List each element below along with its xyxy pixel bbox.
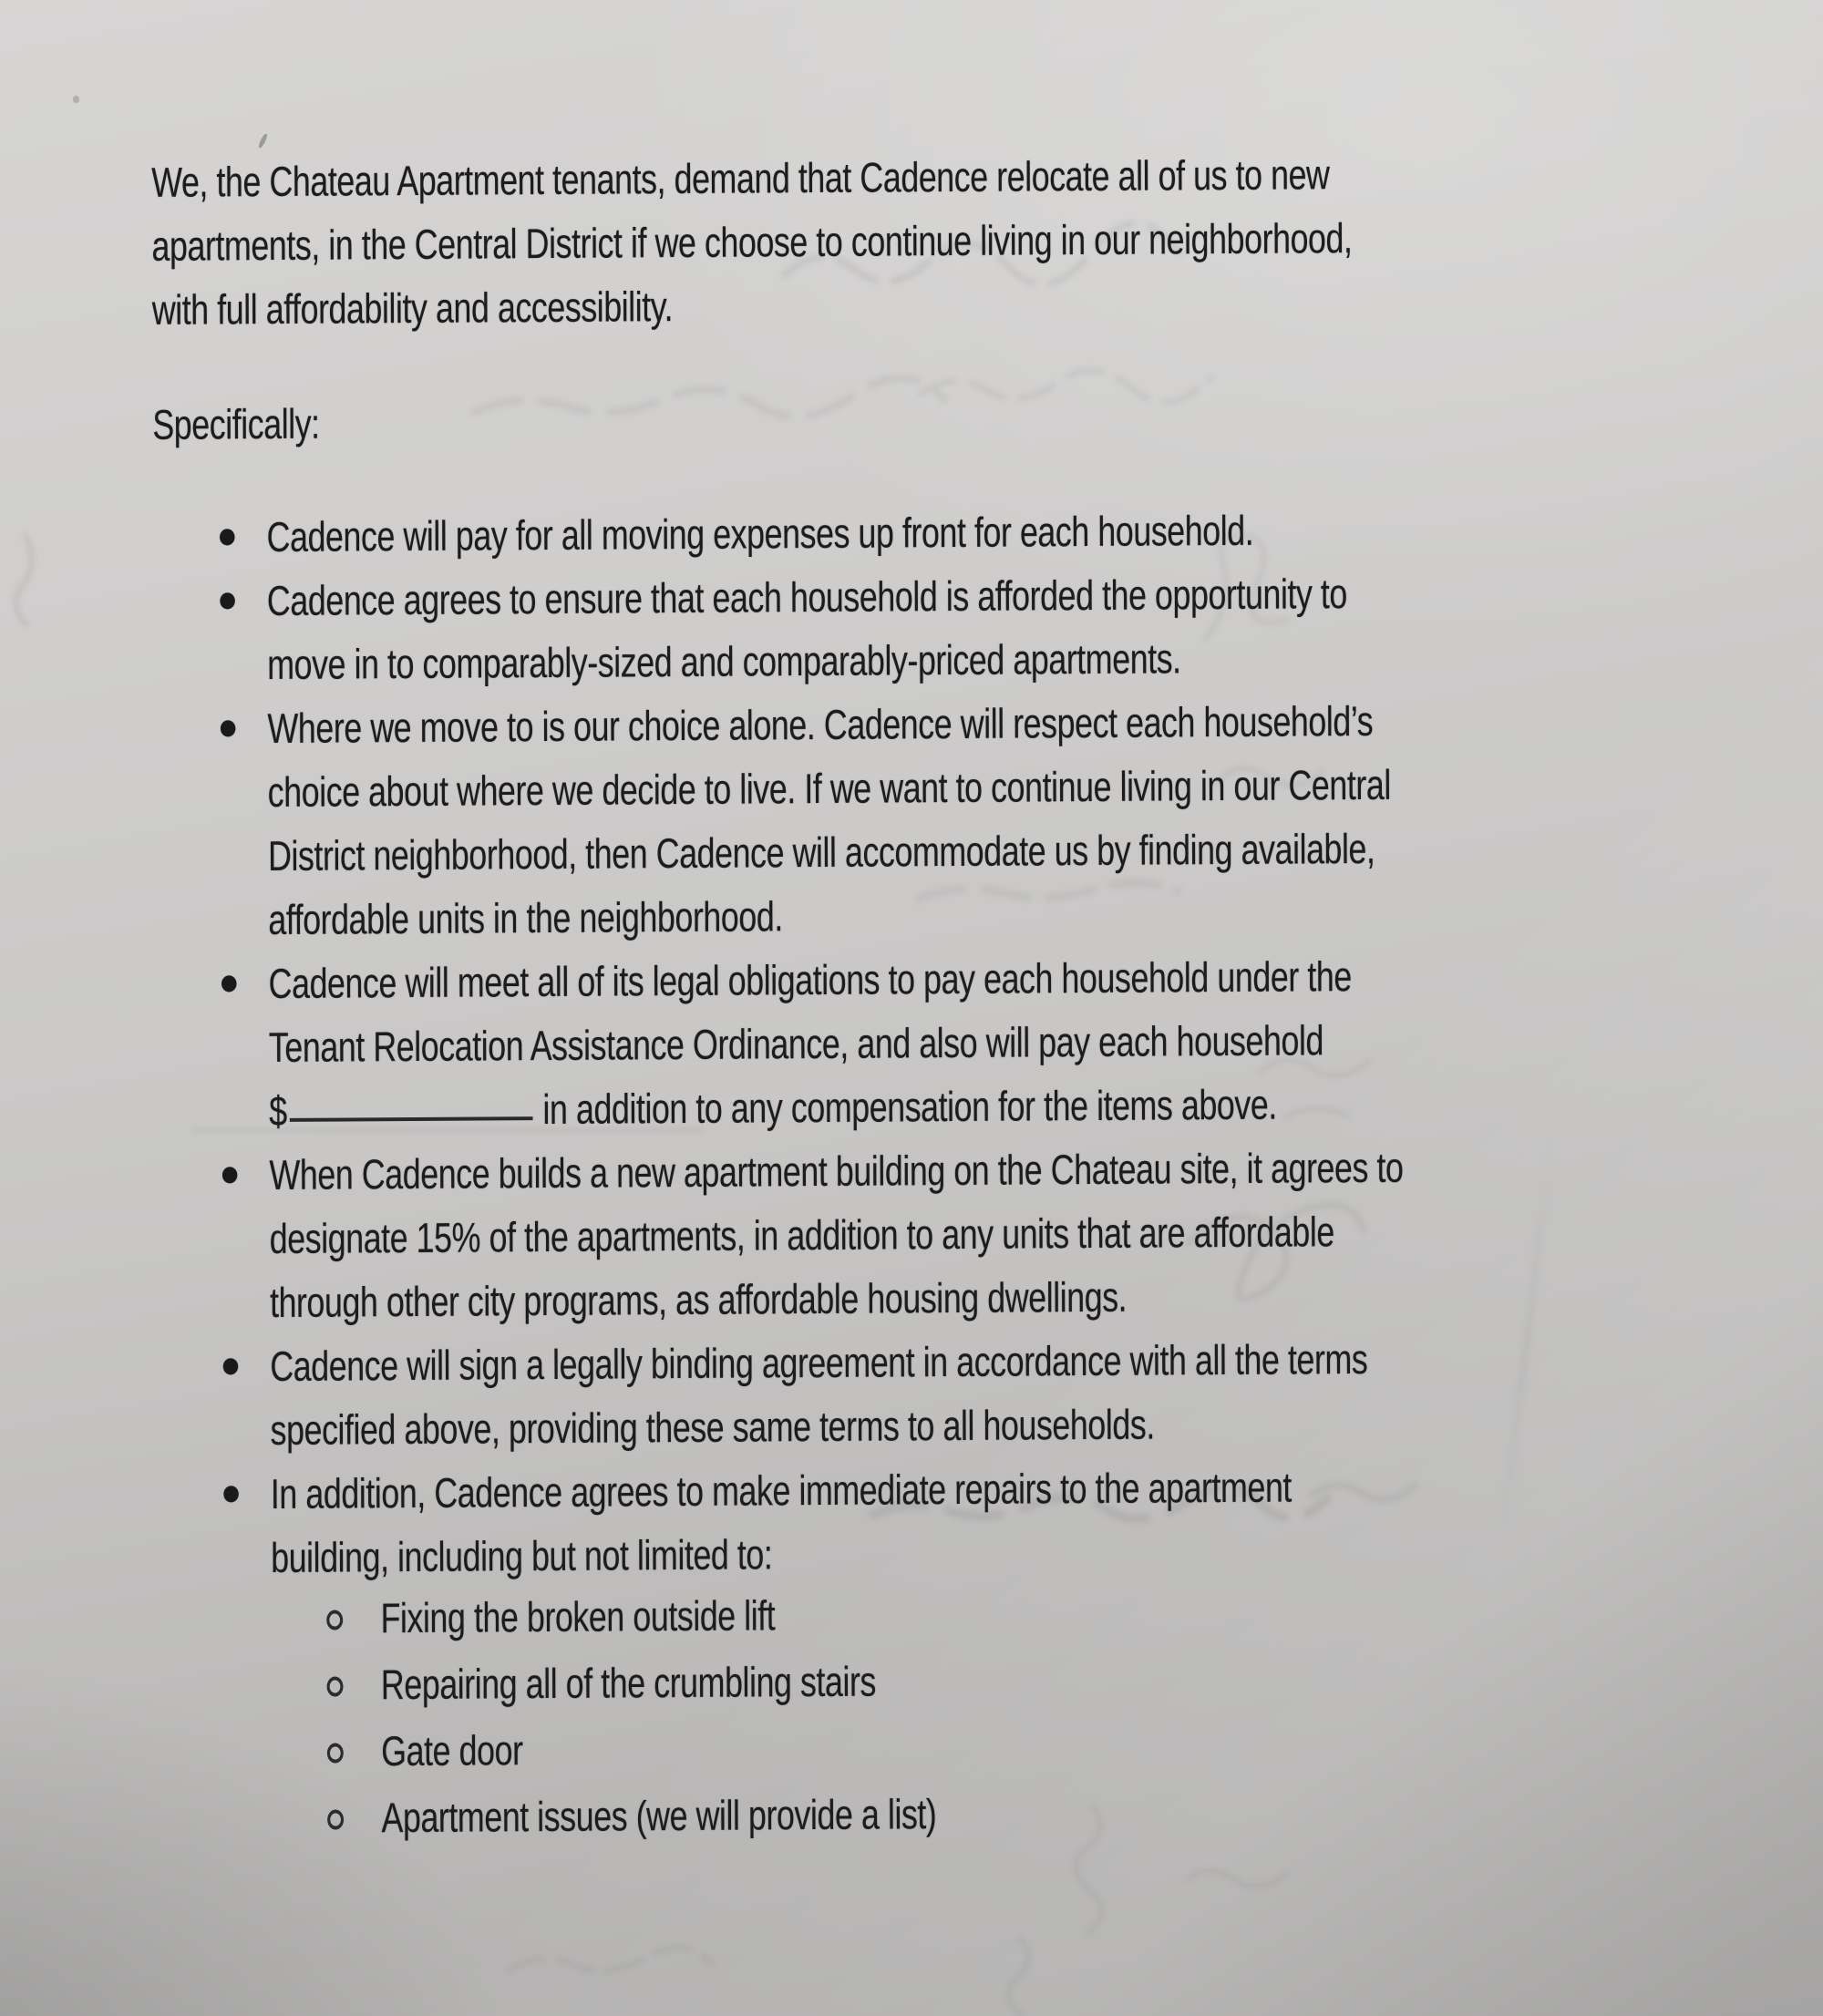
circle-bullet-icon bbox=[327, 1809, 344, 1829]
text-line: District neighborhood, then Cadence will accommodate us by finding available, bbox=[267, 824, 1375, 880]
text-line: Repairing all of the crumbling stairs bbox=[380, 1657, 877, 1709]
text-line: Cadence will sign a legally binding agreement in accordance with all the terms bbox=[270, 1334, 1368, 1391]
sub-bullet-item bbox=[381, 1781, 936, 1851]
text-line: designate 15% of the apartments, in addition to any units that are affordable bbox=[269, 1208, 1334, 1263]
bullet-icon bbox=[223, 1358, 238, 1374]
text-line: Cadence agrees to ensure that each household is afforded the opportunity to bbox=[266, 570, 1347, 625]
text-line: Apartment issues (we will provide a list) bbox=[381, 1790, 937, 1842]
sub-bullet-item bbox=[381, 1714, 936, 1785]
circle-bullet-icon bbox=[326, 1610, 343, 1630]
sub-bullet-item bbox=[380, 1581, 935, 1651]
text-line: Specifically: bbox=[152, 399, 320, 448]
section-label bbox=[152, 392, 320, 457]
bullet-icon bbox=[223, 1486, 238, 1502]
text-line: through other city programs, as affordable housing dwellings. bbox=[269, 1272, 1128, 1327]
text-line: Tenant Relocation Assistance Ordinance, and also will pay each household bbox=[268, 1016, 1324, 1072]
text-line: specified above, providing these same terms to all households. bbox=[270, 1400, 1155, 1455]
repairs-list bbox=[380, 1581, 936, 1851]
bullet-icon bbox=[221, 975, 236, 992]
text-line: apartments, in the Central District if we choose to continue living in our neighborhood, bbox=[151, 214, 1353, 270]
bullet-item bbox=[268, 944, 1403, 1143]
text-line: choice about where we decide to live. If we want to continue living in our Central bbox=[267, 760, 1391, 817]
circle-bullet-icon bbox=[327, 1676, 344, 1696]
text-after-blank: in addition to any compensation for the items above. bbox=[542, 1080, 1277, 1134]
fill-in-line bbox=[269, 1072, 1403, 1143]
sub-bullet-item bbox=[381, 1648, 936, 1718]
text-line: When Cadence builds a new apartment building on the Chateau site, it agrees to bbox=[269, 1143, 1404, 1199]
intro-paragraph bbox=[151, 142, 1353, 342]
text-line: with full affordability and accessibility. bbox=[151, 283, 674, 334]
bullet-icon bbox=[220, 592, 234, 609]
text-line: We, the Chateau Apartment tenants, demand that Cadence relocate all of us to new bbox=[151, 150, 1330, 206]
bullet-item bbox=[271, 1455, 1406, 1589]
bullet-item bbox=[266, 498, 1400, 569]
bullet-item bbox=[269, 1136, 1404, 1334]
text-line: Where we move to is our choice alone. Cadence will respect each household’s bbox=[267, 696, 1374, 753]
text-line: affordable units in the neighborhood. bbox=[268, 892, 783, 944]
bullet-icon bbox=[222, 1167, 237, 1183]
demand-list bbox=[266, 498, 1405, 1589]
bullet-item bbox=[267, 689, 1402, 951]
text-line: Cadence will pay for all moving expenses up front for each household. bbox=[266, 506, 1254, 561]
text-line: Fixing the broken outside lift bbox=[380, 1591, 776, 1642]
bullet-icon bbox=[221, 720, 235, 736]
blank-underline bbox=[290, 1107, 533, 1122]
text-line: building, including but not limited to: bbox=[271, 1530, 773, 1582]
bullet-item bbox=[267, 561, 1402, 696]
text-line: move in to comparably-sized and comparably-priced apartments. bbox=[267, 634, 1181, 689]
bullet-icon bbox=[220, 529, 234, 545]
text-line: In addition, Cadence agrees to make immediate repairs to the apartment bbox=[270, 1463, 1292, 1518]
text-line: Gate door bbox=[381, 1726, 523, 1775]
circle-bullet-icon bbox=[327, 1743, 344, 1763]
currency-symbol: $ bbox=[269, 1086, 287, 1136]
text-line: Cadence will meet all of its legal obligations to pay each household under the bbox=[268, 952, 1352, 1008]
bullet-item bbox=[270, 1327, 1405, 1462]
